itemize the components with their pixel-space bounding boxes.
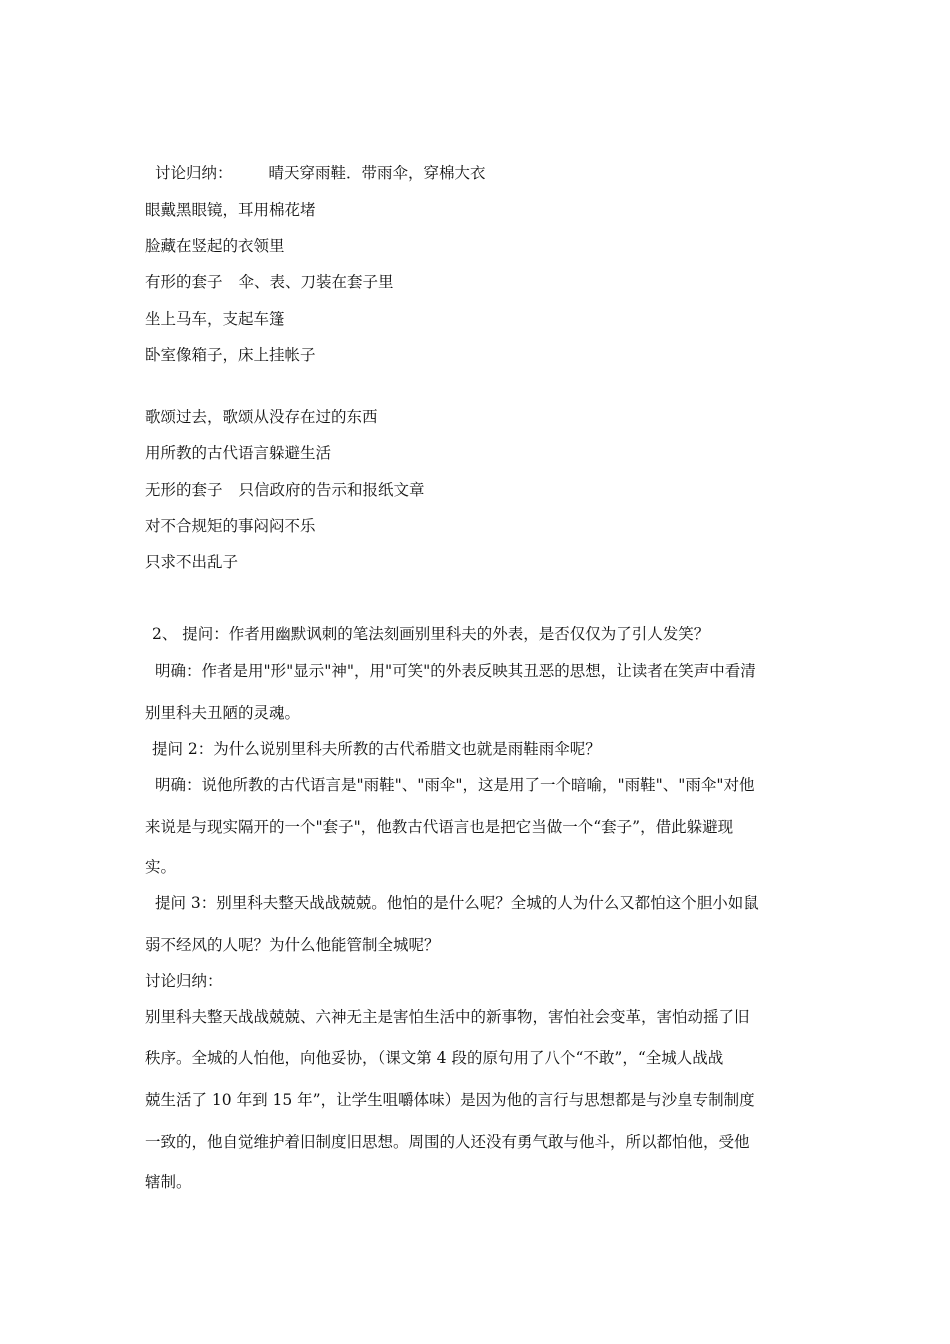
- summary-item: 晴天穿雨鞋．带雨伞，穿棉大衣: [268, 164, 486, 182]
- summary-item: 只求不出乱子: [145, 553, 239, 571]
- summary-item: 卧室像箱子，床上挂帐子: [145, 346, 316, 364]
- summary-paragraph-line: 辖制。: [145, 1173, 192, 1191]
- discussion-summary-label: 讨论归纳：: [155, 164, 233, 182]
- summary-item: 伞、表、刀装在套子里: [238, 273, 394, 291]
- sub-question-3: 弱不经风的人呢？为什么他能管制全城呢？: [145, 936, 440, 954]
- question-2: 2、 提问：作者用幽默讽刺的笔法刻画别里科夫的外表，是否仅仅为了引人发笑？: [152, 625, 710, 643]
- answer-line: 别里科夫丑陋的灵魂。: [145, 704, 301, 722]
- discussion-summary-label: 讨论归纳：: [145, 972, 223, 990]
- summary-paragraph-line: 兢生活了 10 年到 15 年”，让学生咀嚼体味）是因为他的言行与思想都是与沙皇专制制度: [145, 1091, 755, 1109]
- summary-item: 对不合规矩的事闷闷不乐: [145, 517, 316, 535]
- summary-paragraph-line: 秩序。全城的人怕他，向他妥协，（课文第 4 段的原句用了八个“不敢”，“全城人战战: [145, 1049, 724, 1067]
- answer-line: 实。: [145, 858, 177, 876]
- answer-line: 明确：说他所教的古代语言是"雨鞋"、"雨伞"，这是用了一个暗喻，"雨鞋"、"雨伞"对他: [155, 776, 755, 794]
- summary-paragraph-line: 别里科夫整天战战兢兢、六神无主是害怕生活中的新事物，害怕社会变革，害怕动摇了旧: [145, 1008, 750, 1026]
- summary-item: 眼戴黑眼镜，耳用棉花堵: [145, 201, 316, 219]
- discussion-summary-line: [155, 163, 825, 183]
- sub-question-3: 提问 3：别里科夫整天战战兢兢。他怕的是什么呢？全城的人为什么又都怕这个胆小如鼠: [155, 894, 759, 912]
- visible-cover-line: [145, 272, 815, 292]
- summary-item: 脸藏在竖起的衣领里: [145, 237, 285, 255]
- summary-item: 坐上马车，支起车篷: [145, 310, 285, 328]
- answer-line: 来说是与现实隔开的一个"套子"，他教古代语言也是把它当做一个“套子”，借此躲避现: [145, 818, 734, 836]
- summary-item: 歌颂过去，歌颂从没存在过的东西: [145, 408, 378, 426]
- answer-line: 明确：作者是用"形"显示"神"，用"可笑"的外表反映其丑恶的思想，让读者在笑声中看清: [155, 662, 756, 680]
- visible-cover-label: 有形的套子: [145, 273, 223, 291]
- summary-paragraph-line: 一致的，他自觉维护着旧制度旧思想。周围的人还没有勇气敢与他斗，所以都怕他，受他: [145, 1133, 750, 1151]
- invisible-cover-label: 无形的套子: [145, 481, 223, 499]
- summary-item: 用所教的古代语言躲避生活: [145, 444, 332, 462]
- sub-question-2: 提问 2：为什么说别里科夫所教的古代希腊文也就是雨鞋雨伞呢？: [152, 740, 601, 758]
- summary-item: 只信政府的告示和报纸文章: [238, 481, 425, 499]
- invisible-cover-line: [145, 480, 815, 500]
